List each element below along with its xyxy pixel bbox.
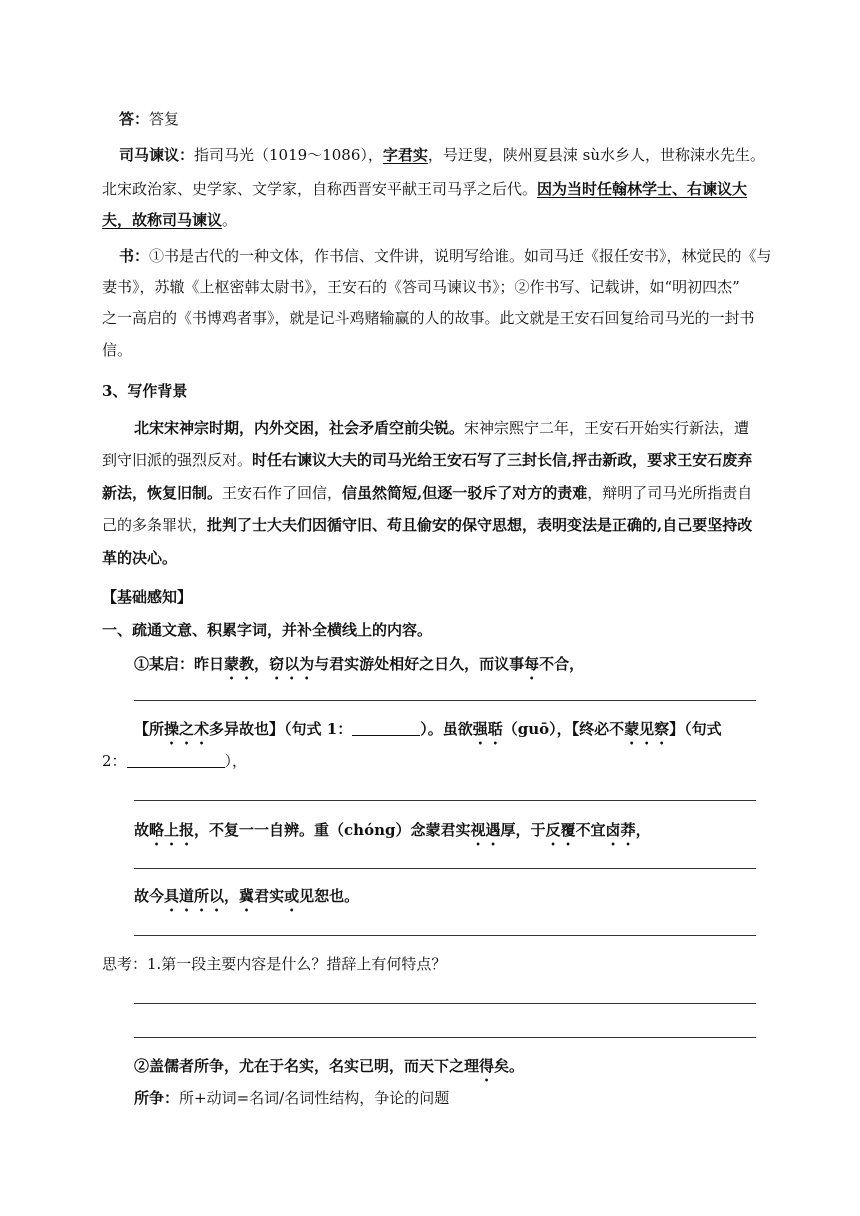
answer-line	[134, 1037, 756, 1038]
task-instruction: 一、疏通文意、积累字词，并补全横线上的内容。	[102, 621, 433, 639]
text-span: ，	[635, 821, 651, 839]
bold-span: 时任右谏议大夫的司马光给王安石写了三封长信,抨击新政，要求王安石废弃	[252, 451, 753, 469]
suozheng-note	[134, 1091, 449, 1106]
bold-span: 北宋宋神宗时期，内外交困，社会矛盾空前尖锐。	[134, 419, 465, 437]
text-span: 矣。	[494, 1057, 525, 1075]
dotted-keyword: 卤莽	[605, 821, 636, 839]
text-span: ），	[224, 752, 248, 770]
dotted-keyword: 蒙见察	[624, 720, 670, 738]
dotted-keyword: 强聒	[472, 720, 503, 738]
text-span: 己的多条罪状，	[102, 516, 208, 534]
passage-1-line-5	[134, 887, 359, 915]
answer-line	[134, 800, 756, 801]
text-span: 见恕也。	[299, 887, 360, 905]
text-span: 不合，	[539, 655, 585, 673]
passage-1-line-4	[134, 821, 651, 849]
text-span: ，不复一一自辨。重（chóng）念蒙君实	[194, 821, 471, 839]
text-span: 王安石作了回信，	[222, 484, 343, 502]
term-label: 书：	[119, 247, 150, 265]
passage-1-line-2	[134, 720, 722, 748]
dotted-keyword: 略上报	[149, 821, 195, 839]
dotted-keyword: 冀	[239, 887, 255, 905]
answer-line	[134, 700, 756, 701]
text-span: （guō），【终必不	[502, 720, 625, 738]
term-definition: 所+动词=名词/名词性结构，争论的问题	[179, 1089, 450, 1107]
text-span: 到守旧派的强烈反对。	[102, 451, 253, 469]
text-span: 故	[134, 821, 150, 839]
text-span: 指司马光（1019～1086），	[194, 146, 383, 164]
background-line-4	[102, 518, 752, 533]
passage-1-line-1	[134, 655, 584, 683]
dotted-keyword: 窃以为	[269, 655, 315, 673]
dotted-keyword: 每	[524, 655, 540, 673]
dotted-keyword: 操之术	[164, 720, 210, 738]
bold-span: 信虽然简短,但逐一驳斥了对方的责难	[342, 484, 588, 502]
text-span: 【所	[134, 720, 165, 738]
sima-line-2	[102, 182, 747, 197]
shu-line-4: 信。	[102, 341, 133, 359]
text-span: 宋神宗熙宁二年，王安石开始实行新法，遭	[464, 419, 750, 437]
bold-span: 批判了士大夫们因循守旧、苟且偷安的保守思想，表明变法是正确的,自己要坚持改	[207, 516, 753, 534]
sima-line-3	[102, 213, 237, 228]
text-span: ②盖儒者所争，尤在于名实，名实已明，而天下之理	[134, 1057, 480, 1075]
dotted-keyword: 具道所以	[164, 887, 225, 905]
shu-line-1	[119, 249, 772, 264]
text-span: 君实	[254, 887, 285, 905]
dotted-keyword: 视遇	[470, 821, 501, 839]
shu-line-2: 妻书》，苏辙《上枢密韩太尉书》，王安石的《答司马谏议书》；②作书写、记载讲，如“明初四杰”	[102, 278, 740, 296]
dotted-keyword: 得	[479, 1057, 495, 1075]
sima-line-1	[119, 148, 765, 163]
term-label: 答：	[119, 110, 150, 128]
text-span: ，	[224, 887, 240, 905]
dotted-keyword: 反覆	[545, 821, 576, 839]
text-span: ①书是古代的一种文体，作书信、文件讲，说明写给谁。如司马迁《报任安书》，林觉民的《与	[149, 247, 772, 265]
underlined-emphasis: 字君实	[382, 146, 428, 164]
passage-2-line-1	[134, 1057, 524, 1085]
fill-in-blank-2[interactable]	[127, 753, 225, 768]
text-span: 北宋政治家、史学家、文学家，自称西晋安平献王司马孚之后代。	[102, 180, 538, 198]
fill-in-blank-1[interactable]	[352, 721, 420, 736]
section-heading-background: 3、写作背景	[102, 382, 188, 400]
background-line-2	[102, 453, 752, 468]
text-span: 2：	[102, 752, 127, 770]
section-heading-basic: 【基础感知】	[102, 588, 193, 606]
text-span: 。	[222, 211, 238, 229]
dotted-keyword: 或	[284, 887, 300, 905]
answer-line	[119, 112, 179, 127]
passage-1-line-3	[102, 753, 247, 769]
shu-line-3: 之一高启的《书博鸡者事》，就是记斗鸡赌输赢的人的故事。此文就是王安石回复给司马光的一封书	[102, 309, 755, 327]
text-span: ①某启：	[134, 655, 195, 673]
text-span: 故今	[134, 887, 165, 905]
text-span: 】（句式	[669, 720, 722, 738]
term-definition: 答复	[149, 110, 180, 128]
text-span: 多异故也】（句式 1：	[209, 720, 353, 738]
text-span: 与君实游处相好之日久，而议事	[314, 655, 525, 673]
underlined-emphasis: 因为当时任翰林学士、右谏议大	[537, 180, 748, 198]
text-span: ）。虽欲	[420, 720, 473, 738]
underlined-emphasis: 夫，故称司马谏议	[102, 211, 223, 229]
dotted-keyword: 蒙教	[224, 655, 255, 673]
text-span: ，号迂叟，陕州夏县涑 sù水乡人，世称涑水先生。	[427, 146, 766, 164]
answer-line	[134, 868, 756, 869]
background-line-5: 革的决心。	[102, 549, 178, 567]
answer-line	[134, 1003, 756, 1004]
answer-line	[134, 935, 756, 936]
text-span: ，辩明了司马光所指责自	[587, 484, 753, 502]
text-span: 厚，于	[500, 821, 546, 839]
term-label: 司马谏议：	[119, 146, 195, 164]
term-label: 所争：	[134, 1089, 180, 1107]
text-span: 不宜	[575, 821, 606, 839]
text-span: 昨日	[194, 655, 225, 673]
text-span: ，	[254, 655, 270, 673]
background-line-1	[134, 421, 749, 436]
think-question: 思考：1.第一段主要内容是什么？措辞上有何特点？	[102, 955, 447, 973]
bold-span: 新法，恢复旧制。	[102, 484, 223, 502]
background-line-3	[102, 486, 752, 501]
